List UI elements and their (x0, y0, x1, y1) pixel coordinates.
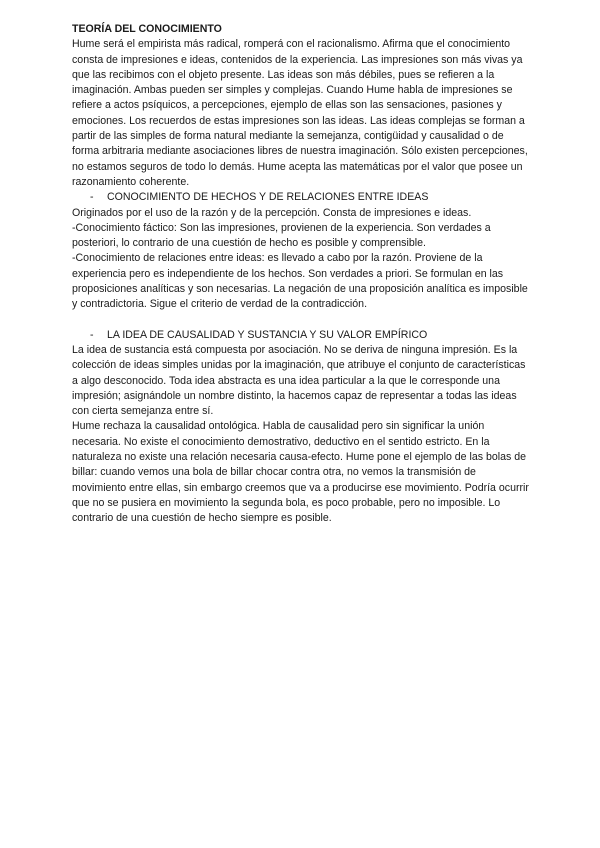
document-page (72, 22, 530, 527)
intro-paragraph: Hume será el empirista más radical, romperá con el racionalismo. Afirma que el conocimiento consta de impresiones e ideas, contenidos de la experiencia. Las impresiones son más vivas ya que las recibimos con el objeto presente. Las ideas son más débiles, pues se refieren a la imaginación. Ambas pueden ser simples y complejas. Cuando Hume habla de impresiones se refiere a actos psíquicos, a percepciones, ejemplo de ellas son las sensaciones, pasiones y emociones. Los recuerdos de estas impresiones son las ideas. Las ideas complejas se forman a partir de las simples de forma natural mediante la semejanza, contigüidad y causalidad o de forma arbitraria mediante asociaciones libres de nuestra imaginación. Sólo existen percepciones, no estamos seguros de todo lo demás. Hume acepta las matemáticas por el valor que posee un razonamiento coherente. (72, 38, 528, 188)
section1-line: -Conocimiento fáctico: Son las impresiones, provienen de la experiencia. Son verdades a posteriori, lo contrario de una cuestión de hecho es posible y comprensible. (72, 221, 491, 250)
paragraph-gap (72, 313, 530, 328)
section-heading-text: LA IDEA DE CAUSALIDAD Y SUSTANCIA Y SU VALOR EMPÍRICO (107, 328, 428, 341)
document-title: TEORÍA DEL CONOCIMIENTO (72, 23, 222, 35)
bullet-dash: - (90, 328, 94, 341)
section2-line: Hume rechaza la causalidad ontológica. Habla de causalidad pero sin significar la unión necesaria. No existe el conocimiento demostrativo, deductivo en el sentido estricto. En la naturaleza no existe una relación necesaria causa-efecto. Hume pone el ejemplo de las bolas de billar: cuando vemos una bola de billar chocar contra otra, no vemos la transmisión de movimiento entre ellas, sin embargo creemos que va a producirse ese movimiento. Podría ocurrir que no se pusiera en movimiento la segunda bola, es poco probable, pero no imposible. Lo contrario de una cuestión de hecho siempre es posible. (72, 420, 529, 525)
section1-line: -Conocimiento de relaciones entre ideas: es llevado a cabo por la razón. Proviene de la experiencia pero es independiente de los hechos. Son verdades a priori. Se formulan en las proposiciones analíticas y son necesarias. La negación de una proposición analítica es imposible y contradictoria. Sigue el criterio de verdad de la contradicción. (72, 252, 528, 311)
section2-line: La idea de sustancia está compuesta por asociación. No se deriva de ninguna impresión. Es la colección de ideas simples unidas por la imaginación, que atribuye el conjunto de características a algo desconocido. Toda idea abstracta es una idea particular a la que le corresponde una impresión; asignándole un nombre distinto, la hacemos capaz de representar a todas las ideas con cierta semejanza entre sí. (72, 343, 526, 418)
section-heading-causalidad (72, 328, 530, 343)
bullet-dash: - (90, 191, 94, 204)
section-heading-hechos (72, 190, 530, 205)
section1-line: Originados por el uso de la razón y de la percepción. Consta de impresiones e ideas. (72, 206, 472, 219)
section-heading-text: CONOCIMIENTO DE HECHOS Y DE RELACIONES ENTRE IDEAS (107, 191, 429, 204)
